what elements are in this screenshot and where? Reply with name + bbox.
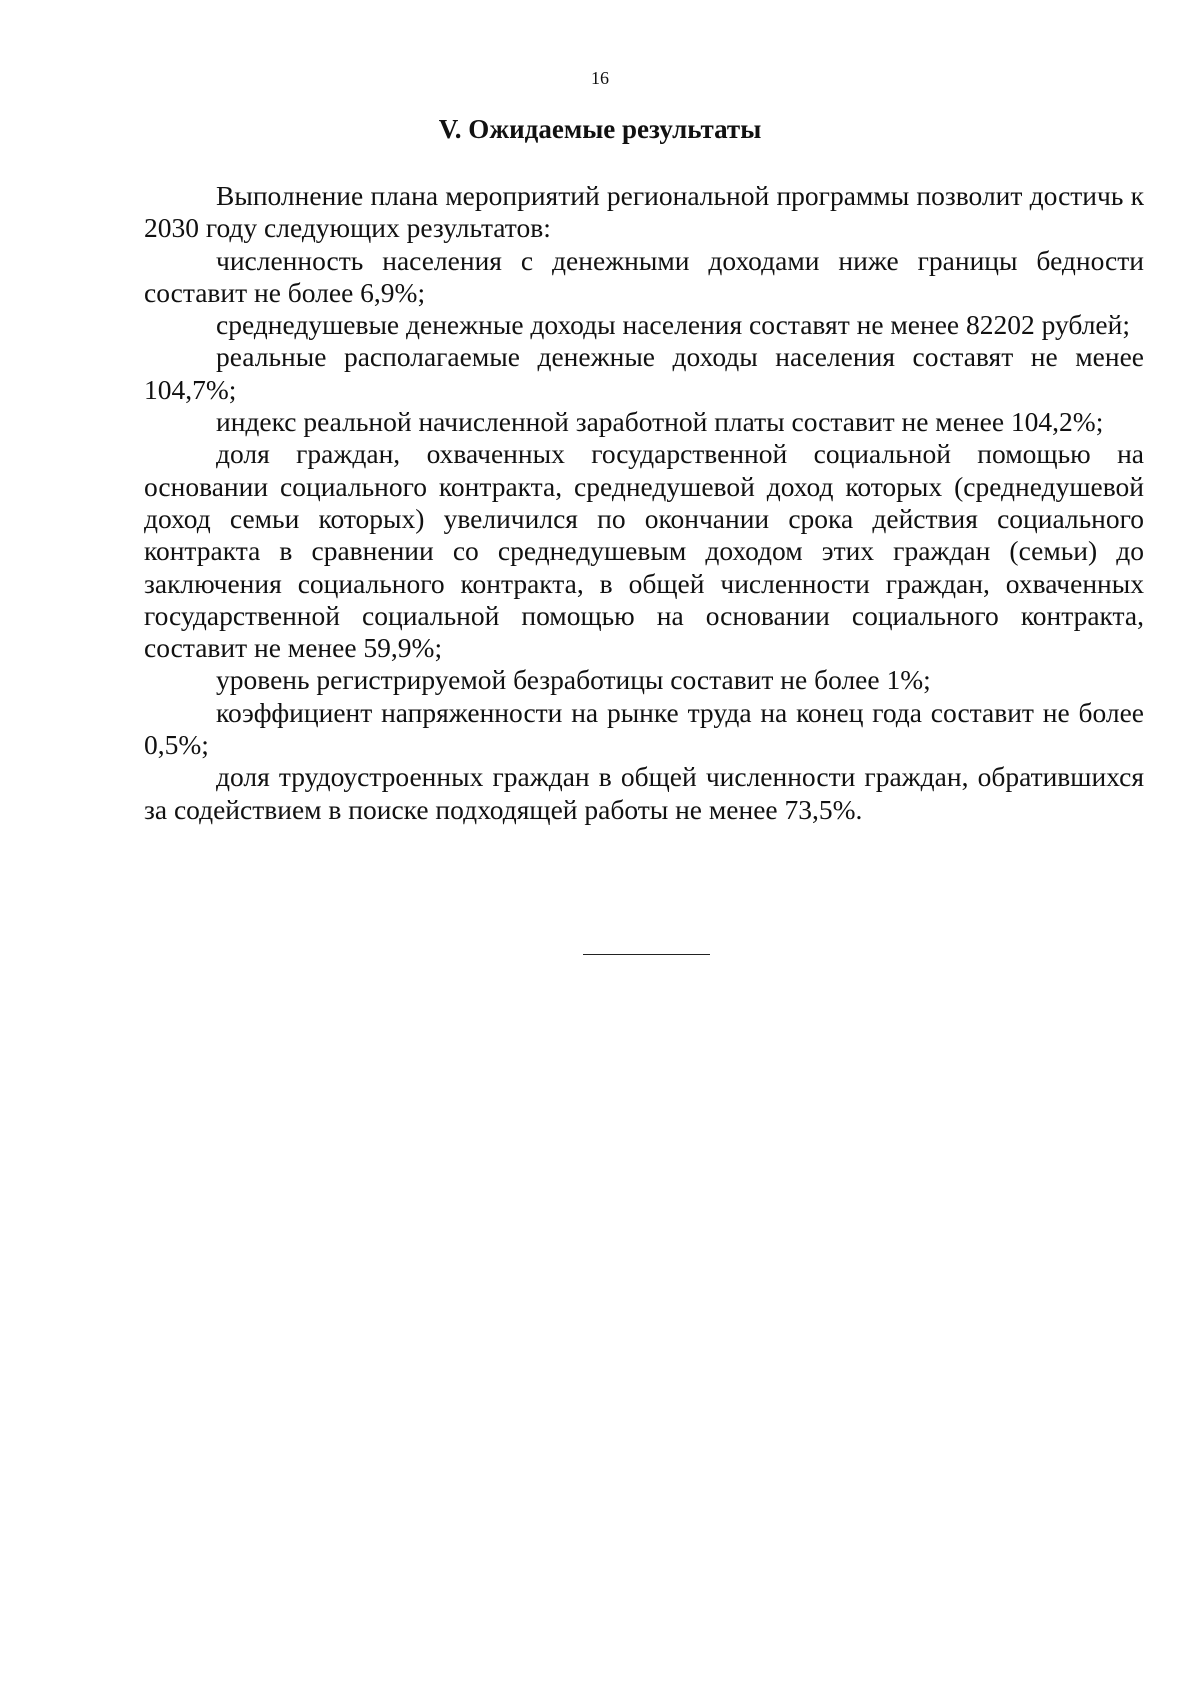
paragraph-labor-market-tension: коэффициент напряженности на рынке труда на конец года составит не более 0,5%;	[144, 696, 1144, 761]
paragraph-poverty-share: численность населения с денежными доходами ниже границы бедности составит не более 6,9%;	[144, 244, 1144, 308]
paragraph-per-capita-income: среднедушевые денежные доходы населения составят не менее 82202 рублей;	[216, 309, 1130, 341]
paragraph-real-wage-index: индекс реальной начисленной заработной платы составит не менее 104,2%;	[216, 406, 1104, 438]
paragraph-intro: Выполнение плана мероприятий региональной программы позволит достичь к 2030 году следующих результатов:	[144, 180, 1144, 244]
body-text	[144, 180, 1144, 826]
paragraph-employed-share: доля трудоустроенных граждан в общей численности граждан, обратившихся за содействием в поиске подходящей работы не менее 73,5%.	[144, 761, 1144, 825]
paragraph-social-contract-share: доля граждан, охваченных государственной социальной помощью на основании социального контракта, среднедушевой доход которых (среднедушевой доход семьи которых) увеличился по окончании срока действия социального контракта в сравнении со среднедушевым доходом этих граждан (семьи) до заключения социального контракта, в общей численности граждан, охваченных государственной социальной помощью на основании социального контракта, составит не менее 59,9%;	[144, 438, 1144, 664]
paragraph-real-disposable-income: реальные располагаемые денежные доходы населения составят не менее 104,7%;	[144, 341, 1144, 405]
end-divider	[583, 954, 710, 955]
paragraph-unemployment-level: уровень регистрируемой безработицы составит не более 1%;	[216, 664, 931, 696]
section-title: V. Ожидаемые результаты	[438, 114, 762, 144]
page-number: 16	[591, 68, 609, 88]
